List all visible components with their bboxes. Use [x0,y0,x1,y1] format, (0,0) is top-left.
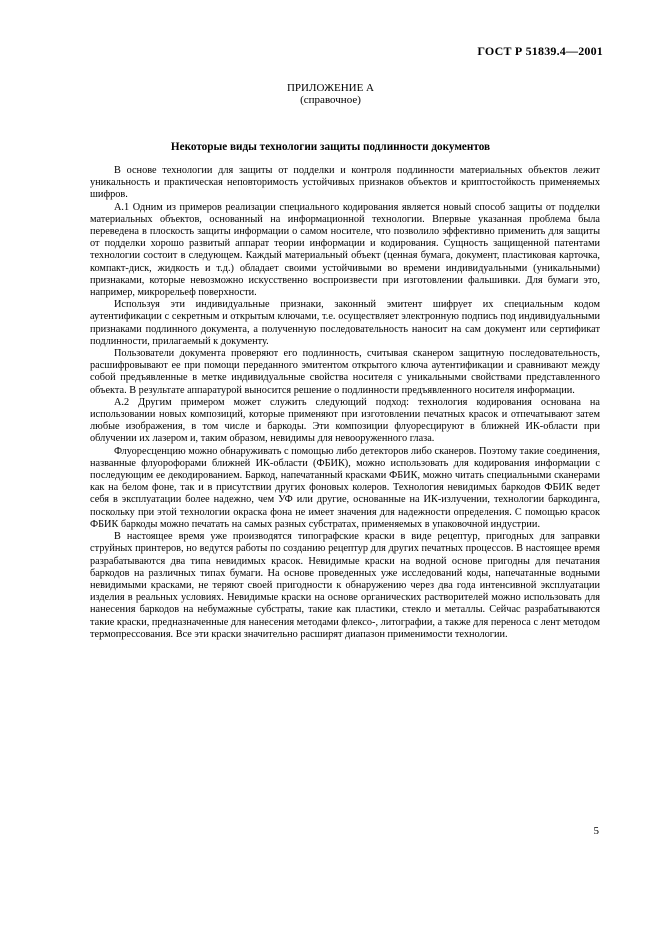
paragraph-a2-fluorescence: Флуоресценцию можно обнаруживать с помощью либо детекторов либо сканеров. Поэтому такие соединения, названные флуорофорами ближней ИК-области (ФБИК), можно использовать для кодирования информации с последующим ее декодированием. Баркод, напечатанный красками ФБИК, можно читать специальными сканерами как на белом фоне, так и в присутствии других фоновых колеров. Технология невидимых баркодов ФБИК ведет себя в эксплуатации более надежно, чем УФ или другие, основанные на ИК-излучении, технологии баркодинга, поскольку при этой технологии окраска фона не имеет значения для надежности определения. С помощью красок ФБИК баркоды можно печатать на самых разных субстратах, применяемых в упаковочной индустрии. [90,445,600,530]
paragraph-a2: А.2 Другим примером может служить следующий подход: технология кодирования основана на использовании новых композиций, которые применяют при изготовлении печатных красок и отпечатывают затем любые изображения, в том числе и баркоды. Эти композиции флуоресцируют в ближней ИК-области при облучении их лазером и, таким образом, невидимы для невооруженного глаза. [90,396,600,445]
appendix-heading [0,82,661,106]
body-text [90,165,600,641]
paragraph-intro: В основе технологии для защиты от подделки и контроля подлинности материальных объектов лежит уникальность и практическая неповторимость устойчивых признаков объектов и криптостойкость применяемых шифров. [90,165,600,201]
paragraph-a1: А.1 Одним из примеров реализации специального кодирования является новый способ защиты от подделки материальных объектов, основанный на информационной технологии. Впервые указанная проблема была переведена в плоскость защиты информации о самом носителе, что позволило эффективно применить для защиты от подделки хорошо развитый аппарат теории информации и кодирования. Сущность защищенной патентами технологии состоит в следующем. Каждый материальный объект (ценная бумага, документ, пластиковая карточка, компакт-диск, жидкость и т.д.) обладает своими устойчивыми во времени индивидуальными (уникальными) признаками, которые невозможно искусственно воспроизвести при изготовлении фальшивки. Для бумаги это, например, микрорельеф поверхности. [90,201,600,299]
appendix-title: ПРИЛОЖЕНИЕ А [286,82,374,94]
section-title: Некоторые виды технологии защиты подлинности документов [170,141,491,153]
paragraph-a1-signature: Используя эти индивидуальные признаки, законный эмитент шифрует их специальным кодом аутентификации с секретным и открытым ключами, т.е. осуществляет электронную подпись под индивидуальными признаками подлинного документа, а полученную последовательность наносит на сам документ или сертификат подлинности, прилагаемый к документу. [90,299,600,347]
paragraph-a1-verification: Пользователи документа проверяют его подлинность, считывая сканером защитную последовательность, расшифровывают ее при помощи переданного эмитентом открытого ключа аутентификации и сравнивают между собой предъявленные в метке индивидуальные свойства носителя с уникальными свойствами представленного объекта. В результате аппаратурой выносится решение о подлинности предъявленного носителя информации. [90,348,600,396]
standard-code: ГОСТ Р 51839.4—2001 [477,44,603,58]
paragraph-a2-inks: В настоящее время уже производятся типографские краски в виде рецептур, пригодных для заправки струйных принтеров, но ведутся работы по созданию рецептур для других печатных процессов. В настоящее время разрабатываются два типа невидимых красок. Невидимые краски на водной основе пригодны для печатания баркодов на различных типах бумаги. На основе проведенных уже исследований коды, напечатанные водными невидимыми красками, не теряют своей пригодности к обнаружению через два года интенсивной эксплуатации изделия в реальных условиях. Невидимые краски на основе органических растворителей можно использовать для нанесения баркодов на небумажные субстраты, такие как пластики, стекло и металлы. Сейчас разрабатываются такие краски, предназначенные для нанесения методами флексо-, литографии, а также для переноса с лент методом термопрессования. Все эти краски значительно расширят диапазон применимости технологии. [90,531,600,640]
appendix-note: (справочное) [300,94,361,106]
page-number: 5 [593,825,599,837]
